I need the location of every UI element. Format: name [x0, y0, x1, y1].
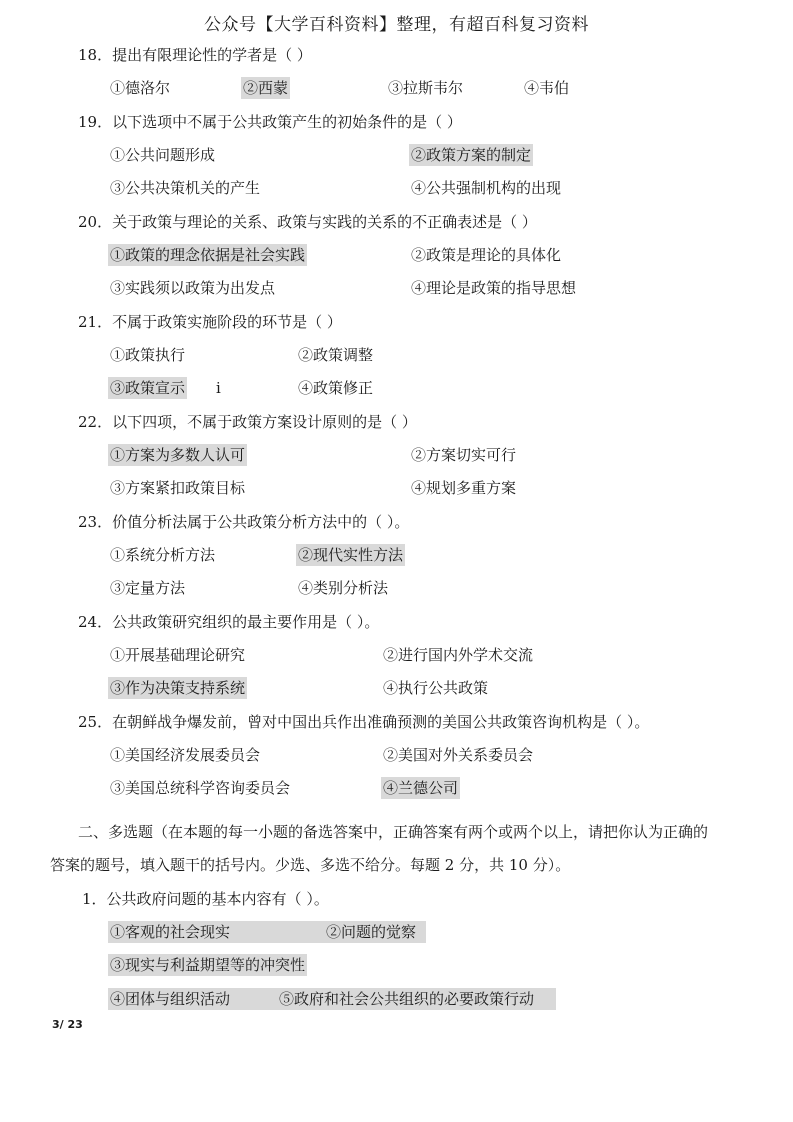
q21-option-4: ④政策修正 — [298, 379, 374, 397]
q24-option-2: ②进行国内外学术交流 — [383, 646, 534, 664]
m1-option-4 — [108, 988, 556, 1010]
page-header: 公众号【大学百科资料】整理，有超百科复习资料 — [204, 15, 589, 35]
m1-option-4-text: ④团体与组织活动 — [110, 990, 231, 1008]
q23-option-3: ③定量方法 — [110, 579, 186, 597]
q19-option-2: ②政策方案的制定 — [411, 146, 532, 164]
m1-option-3: ③现实与利益期望等的冲突性 — [110, 956, 306, 974]
question-20: 20．关于政策与理论的关系、政策与实践的关系的不正确表述是（ ） — [78, 213, 537, 231]
question-19: 19．以下选项中不属于公共政策产生的初始条件的是（ ） — [78, 113, 462, 131]
m1-option-5-text: ⑤政府和社会公共组织的必要政策行动 — [279, 990, 535, 1008]
question-23: 23．价值分析法属于公共政策分析方法中的（ ）。 — [78, 513, 410, 531]
q22-option-2: ②方案切实可行 — [411, 446, 517, 464]
q18-option-1: ①德洛尔 — [110, 79, 171, 97]
question-25: 25．在朝鲜战争爆发前，曾对中国出兵作出准确预测的美国公共政策咨询机构是（ ）。 — [78, 713, 650, 731]
q25-option-2: ②美国对外关系委员会 — [383, 746, 534, 764]
q22-option-1: ①方案为多数人认可 — [110, 446, 246, 464]
section-2-heading: 二、多选题（在本题的每一小题的备选答案中，正确答案有两个或两个以上，请把你认为正确的 — [78, 823, 709, 841]
question-21: 21．不属于政策实施阶段的环节是（ ） — [78, 313, 342, 331]
q24-option-1: ①开展基础理论研究 — [110, 646, 246, 664]
q23-option-2: ②现代实性方法 — [298, 546, 404, 564]
question-18: 18．提出有限理论性的学者是（ ） — [78, 46, 312, 64]
m1-option-1 — [108, 921, 426, 943]
q20-option-1: ①政策的理念依据是社会实践 — [110, 246, 306, 264]
q25-option-3: ③美国总统科学咨询委员会 — [110, 779, 291, 797]
q19-option-1: ①公共问题形成 — [110, 146, 216, 164]
q21-option-2: ②政策调整 — [298, 346, 374, 364]
q21-stray-mark: i — [216, 379, 221, 397]
q21-option-1: ①政策执行 — [110, 346, 186, 364]
q19-option-4: ④公共强制机构的出现 — [411, 179, 562, 197]
section-2-instructions: 答案的题号，填入题干的括号内。少选、多选不给分。每题 2 分，共 10 分）。 — [50, 856, 571, 874]
q18-option-2: ②西蒙 — [243, 79, 289, 97]
q21-option-3: ③政策宣示 — [110, 379, 186, 397]
q20-option-3: ③实践须以政策为出发点 — [110, 279, 276, 297]
multi-question-1: 1．公共政府问题的基本内容有（ ）。 — [82, 890, 329, 908]
q25-option-1: ①美国经济发展委员会 — [110, 746, 261, 764]
q24-option-3: ③作为决策支持系统 — [110, 679, 246, 697]
question-24: 24．公共政策研究组织的最主要作用是（ ）。 — [78, 613, 380, 631]
q22-option-3: ③方案紧扣政策目标 — [110, 479, 246, 497]
q24-option-4: ④执行公共政策 — [383, 679, 489, 697]
q18-option-3: ③拉斯韦尔 — [388, 79, 464, 97]
m1-option-2-text: ②问题的觉察 — [326, 923, 417, 941]
q23-option-1: ①系统分析方法 — [110, 546, 216, 564]
q23-option-4: ④类别分析法 — [298, 579, 389, 597]
m1-option-1-text: ①客观的社会现实 — [110, 923, 231, 941]
page-number: 3/ 23 — [52, 1018, 83, 1031]
q25-option-4: ④兰德公司 — [383, 779, 459, 797]
question-22: 22．以下四项，不属于政策方案设计原则的是（ ） — [78, 413, 417, 431]
q22-option-4: ④规划多重方案 — [411, 479, 517, 497]
q19-option-3: ③公共决策机关的产生 — [110, 179, 261, 197]
q18-option-4: ④韦伯 — [524, 79, 570, 97]
q20-option-4: ④理论是政策的指导思想 — [411, 279, 577, 297]
q20-option-2: ②政策是理论的具体化 — [411, 246, 562, 264]
